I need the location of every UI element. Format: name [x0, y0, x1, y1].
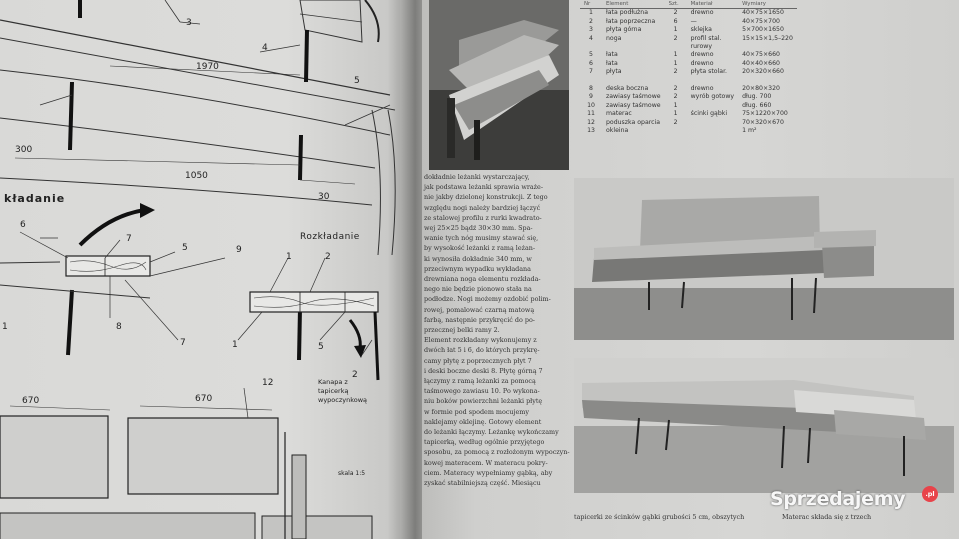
- part-number: 1: [2, 322, 8, 332]
- part-number: 9: [236, 245, 242, 255]
- text-line: ze stalowej profilu z rurki kwadrato-: [424, 213, 542, 222]
- table-cell: [687, 77, 738, 85]
- table-cell: [602, 43, 665, 51]
- text-line: i deski boczne deski 8. Płytę górną 7: [424, 366, 543, 375]
- text-line: dwóch łat 5 i 6, do których przykrę-: [424, 346, 540, 355]
- table-cell: 2: [673, 93, 678, 101]
- table-row: [580, 77, 797, 85]
- table-row: [580, 60, 797, 68]
- dimension-bottom-left: 670: [22, 396, 40, 406]
- text-line: nego nie będzie pionowo stała na: [424, 285, 532, 294]
- part-number: 2: [325, 252, 331, 262]
- text-line: podłodze. Nogi możemy ozdobić polim-: [424, 295, 551, 304]
- table-cell: 2: [673, 118, 678, 126]
- parts-table-body: [580, 9, 797, 136]
- technical-drawing: [0, 0, 408, 539]
- table-row: [580, 110, 797, 118]
- right-page: [422, 0, 959, 539]
- table-cell: drewno: [690, 51, 714, 59]
- table-cell: łata poprzeczna: [606, 17, 656, 25]
- scale-note: skala 1:5: [338, 470, 366, 477]
- table-cell: 1: [673, 26, 678, 34]
- table-cell: 8: [589, 85, 593, 93]
- part-number: 2: [352, 370, 358, 380]
- text-line: Element rozkładany wykonujemy z: [424, 336, 537, 345]
- table-cell: 7: [589, 68, 593, 76]
- table-cell: —: [690, 17, 697, 25]
- table-cell: 15×15×1,5–220: [742, 34, 793, 42]
- part-number: 5: [182, 243, 188, 253]
- part-number: 1: [232, 340, 238, 350]
- part-number: 6: [20, 220, 26, 230]
- text-line: przeciwnym wypadku wykładana: [424, 264, 531, 273]
- table-cell: 1: [673, 59, 678, 67]
- text-line: drewniana noga elementu rozkłada-: [424, 275, 541, 284]
- left-page-drawing: [0, 0, 408, 539]
- text-line: by wysokość leżanki z ramą leżan-: [424, 244, 536, 253]
- table-cell: 13: [587, 127, 595, 135]
- text-line: do leżanki łączymy. Leżankę wykończamy: [424, 428, 559, 437]
- part-number: 5: [318, 342, 324, 352]
- table-cell: profil stal.: [690, 34, 722, 42]
- text-line: camy płytę z poprzecznych płyt 7: [424, 356, 532, 365]
- table-cell: 4: [589, 34, 593, 42]
- table-cell: 10: [587, 101, 595, 109]
- text-line: wej 25×25 bądź 30×30 mm. Spa-: [424, 224, 533, 233]
- table-cell: płyta stolar.: [690, 68, 728, 76]
- part-number: 7: [180, 338, 186, 348]
- table-cell: łata podłużna: [606, 9, 649, 17]
- photo-sofa-detail: [429, 0, 569, 170]
- table-cell: [665, 127, 687, 135]
- parts-table: [580, 0, 797, 135]
- table-cell: 40×40×660: [742, 59, 780, 67]
- text-line: względu nogi należy bardziej łączyć: [424, 203, 541, 212]
- table-header: Szt.: [665, 0, 687, 9]
- table-cell: płyta: [606, 68, 622, 76]
- part-number: 3: [186, 18, 192, 28]
- table-row: [580, 9, 797, 18]
- text-line: taśmowego zawiasu 10. Po wykona-: [424, 387, 540, 396]
- table-row: [580, 43, 797, 51]
- table-cell: poduszka oparcia: [606, 118, 661, 126]
- text-line: nie jakby dzielonej konstrukcji. Z tego: [424, 193, 548, 202]
- table-header: Materiał: [687, 0, 738, 9]
- table-cell: 12: [587, 118, 595, 126]
- table-cell: 75×1220×700: [742, 110, 788, 118]
- table-cell: 70×320×670: [742, 118, 784, 126]
- table-cell: [665, 43, 687, 51]
- table-cell: [580, 43, 602, 51]
- part-number: 7: [126, 234, 132, 244]
- table-cell: 2: [673, 68, 678, 76]
- table-cell: noga: [606, 34, 622, 42]
- table-cell: [687, 119, 738, 127]
- table-row: [580, 102, 797, 110]
- table-cell: materac: [606, 110, 632, 118]
- table-cell: dług. 660: [742, 101, 772, 109]
- text-line: zyskać stabilniejszą część. Miesiącu: [424, 479, 541, 488]
- table-cell: drewno: [690, 9, 714, 17]
- table-cell: 2: [589, 17, 593, 25]
- table-cell: 5×700×1650: [742, 26, 784, 34]
- table-cell: wyrób gotowy: [690, 93, 735, 101]
- part-number: 8: [116, 322, 122, 332]
- table-cell: [687, 102, 738, 110]
- table-header: Wymiary: [738, 0, 797, 9]
- watermark-badge: .pl: [922, 486, 938, 502]
- table-cell: 1: [673, 101, 678, 109]
- table-cell: 1: [673, 110, 678, 118]
- table-cell: płyta górna: [606, 26, 642, 34]
- article-text-column: [424, 172, 574, 488]
- text-line: kowej materacem. W materacu pokry-: [424, 458, 548, 467]
- table-cell: 5: [589, 51, 593, 59]
- table-row: [580, 51, 797, 59]
- text-line: naklejamy oklejinę. Gotowy element: [424, 417, 542, 426]
- text-line: przecznej belki ramy 2.: [424, 326, 500, 335]
- part-number: 4: [262, 43, 268, 53]
- table-cell: [602, 77, 665, 85]
- table-cell: okleina: [606, 127, 629, 135]
- table-cell: 1: [673, 51, 678, 59]
- text-line: sposobu, za pomocą z rozłożonym wypoczyn-: [424, 448, 570, 457]
- table-cell: 40×75×700: [742, 17, 780, 25]
- table-cell: łata: [606, 51, 618, 59]
- table-cell: drewno: [690, 59, 714, 67]
- part-number: 1: [286, 252, 292, 262]
- table-cell: 20×80×320: [742, 85, 780, 93]
- text-line: jak podstawa leżanki sprawia wraże-: [424, 183, 543, 192]
- table-cell: zawiasy taśmowe: [606, 101, 661, 109]
- table-cell: 2: [673, 34, 678, 42]
- table-cell: rurowy: [690, 43, 712, 51]
- table-header: Element: [602, 0, 665, 9]
- text-line: w formie pod spodem mocujemy: [424, 407, 529, 416]
- table-cell: 11: [587, 110, 595, 118]
- photo-sofa-folded: [574, 178, 954, 340]
- caption-sofa: Kanapa z tapicerką wypoczynkową: [318, 378, 368, 404]
- table-header: Nr: [580, 0, 602, 9]
- dimension-top: 1970: [196, 62, 219, 72]
- table-cell: [665, 77, 687, 85]
- dimension-mid: 1050: [185, 171, 208, 181]
- watermark-logo: Sprzedajemy: [770, 488, 906, 510]
- table-cell: sklejka: [690, 26, 712, 34]
- caption-bottom-right: Materac składa się z trzech: [782, 513, 872, 521]
- table-row: [580, 119, 797, 127]
- table-cell: [738, 77, 797, 85]
- table-row: [580, 18, 797, 26]
- table-cell: 40×75×1650: [742, 9, 784, 17]
- text-line: farbą, następnie przykręcić do po-: [424, 315, 535, 324]
- text-line: ciem. Materacy wypełniamy gąbką, aby: [424, 468, 553, 477]
- text-line: tapicerką, według ogólnie przyjętego: [424, 438, 545, 447]
- table-cell: łata: [606, 59, 618, 67]
- table-row: [580, 93, 797, 101]
- table-cell: 2: [673, 85, 678, 93]
- table-cell: 9: [589, 93, 593, 101]
- table-cell: ścinki gąbki: [690, 110, 728, 118]
- table-row: [580, 68, 797, 76]
- text-line: rowej, pomalować czarną matową: [424, 305, 535, 314]
- table-cell: 1 m²: [742, 127, 757, 135]
- dimension-mid-right: 30: [318, 192, 330, 202]
- table-cell: 1: [589, 9, 593, 17]
- table-row: [580, 35, 797, 43]
- photo-sofa-unfolded: [574, 358, 954, 493]
- text-line: dokładnie leżanki wystarczający,: [424, 173, 530, 181]
- table-cell: 3: [589, 26, 593, 34]
- table-cell: drewno: [690, 85, 714, 93]
- table-cell: [738, 43, 797, 51]
- table-cell: dług. 700: [742, 93, 772, 101]
- table-cell: 6: [673, 17, 678, 25]
- table-cell: 2: [673, 9, 678, 17]
- table-cell: zawiasy taśmowe: [606, 93, 661, 101]
- text-line: łączymy z ramą leżanki za pomocą: [424, 377, 536, 386]
- table-row: [580, 26, 797, 34]
- table-cell: 40×75×660: [742, 51, 780, 59]
- text-line: wanie tych nóg musimy stawać się,: [424, 234, 539, 243]
- part-number: 5: [354, 76, 360, 86]
- table-cell: [580, 77, 602, 85]
- dimension-bottom-right: 670: [195, 394, 213, 404]
- part-number: 12: [262, 378, 274, 388]
- text-line: niu boków powierzchni leżanki płytę: [424, 397, 543, 406]
- text-line: ki wynosiła dokładnie 340 mm, w: [424, 254, 532, 263]
- table-cell: 6: [589, 59, 593, 67]
- caption-bottom-left: tapicerki ze ścinków gąbki grubości 5 cm, obszytych: [574, 513, 745, 521]
- table-row: [580, 127, 797, 135]
- heading-unfolding: Rozkładanie: [300, 232, 360, 242]
- table-cell: 20×320×660: [742, 68, 784, 76]
- dimension-mid-left: 300: [15, 145, 33, 155]
- table-cell: deska boczna: [606, 85, 649, 93]
- table-cell: [687, 127, 738, 135]
- heading-folding: kładanie: [4, 192, 66, 205]
